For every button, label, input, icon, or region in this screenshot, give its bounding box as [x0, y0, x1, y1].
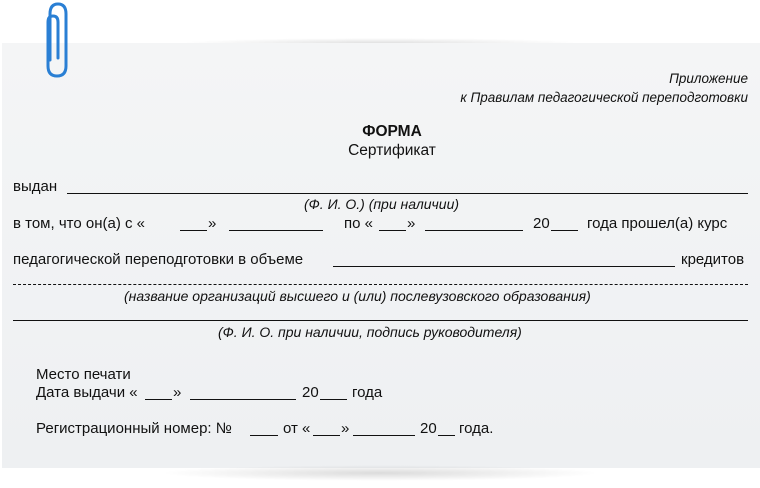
- head-signature-blank: [13, 320, 748, 321]
- po-label: по «: [344, 215, 373, 232]
- registration-month-blank: [353, 435, 415, 436]
- issue-day-blank: [145, 399, 172, 400]
- issue-quote-close: »: [173, 384, 182, 401]
- registration-day-blank: [313, 435, 340, 436]
- registration-year-blank: [438, 435, 455, 436]
- fio-hint: (Ф. И. О.) (при наличии): [304, 196, 460, 212]
- quote-close-2: »: [407, 215, 416, 232]
- that-label: в том, что он(а) с «: [13, 215, 145, 232]
- year-20-label: 20: [533, 215, 550, 232]
- passed-course-label: года прошел(а) курс: [587, 215, 728, 232]
- recipient-name-blank: [67, 193, 748, 194]
- start-day-blank: [180, 230, 207, 231]
- head-hint: (Ф. И. О. при наличии, подпись руководителя): [218, 324, 522, 340]
- registration-number-label: Регистрационный номер: №: [36, 420, 232, 437]
- certificate-heading: Сертификат: [348, 142, 436, 159]
- end-month-blank: [425, 230, 523, 231]
- issue-month-blank: [190, 399, 296, 400]
- end-year-blank: [551, 230, 578, 231]
- issue-year-blank: [320, 399, 347, 400]
- retraining-volume-label: педагогической переподготовки в объеме: [13, 251, 304, 268]
- start-month-blank: [229, 230, 323, 231]
- organization-name-blank: [13, 284, 748, 285]
- end-day-blank: [379, 230, 406, 231]
- issue-year-20: 20: [302, 384, 319, 401]
- seal-place-label: Место печати: [36, 366, 131, 383]
- credits-label: кредитов: [681, 251, 745, 268]
- issued-to-label: выдан: [13, 178, 58, 195]
- credits-amount-blank: [333, 266, 675, 267]
- issue-date-label: Дата выдачи «: [36, 384, 138, 401]
- registration-year-word: года.: [459, 420, 494, 437]
- registration-from-label: от «: [283, 420, 311, 437]
- appendix-line-1: Приложение: [669, 71, 748, 86]
- paper-shadow-bottom: [160, 465, 600, 481]
- paperclip-icon: [40, 0, 76, 80]
- organization-hint: (название организаций высшего и (или) послевузовского образования): [124, 288, 591, 304]
- registration-year-20: 20: [420, 420, 437, 437]
- registration-quote-close: »: [341, 420, 350, 437]
- registration-number-blank: [250, 435, 278, 436]
- issue-year-word: года: [352, 384, 383, 401]
- appendix-line-2: к Правилам педагогической переподготовки: [460, 90, 748, 105]
- quote-close-1: »: [208, 215, 217, 232]
- form-heading: ФОРМА: [362, 123, 422, 140]
- appendix-note: [460, 69, 748, 107]
